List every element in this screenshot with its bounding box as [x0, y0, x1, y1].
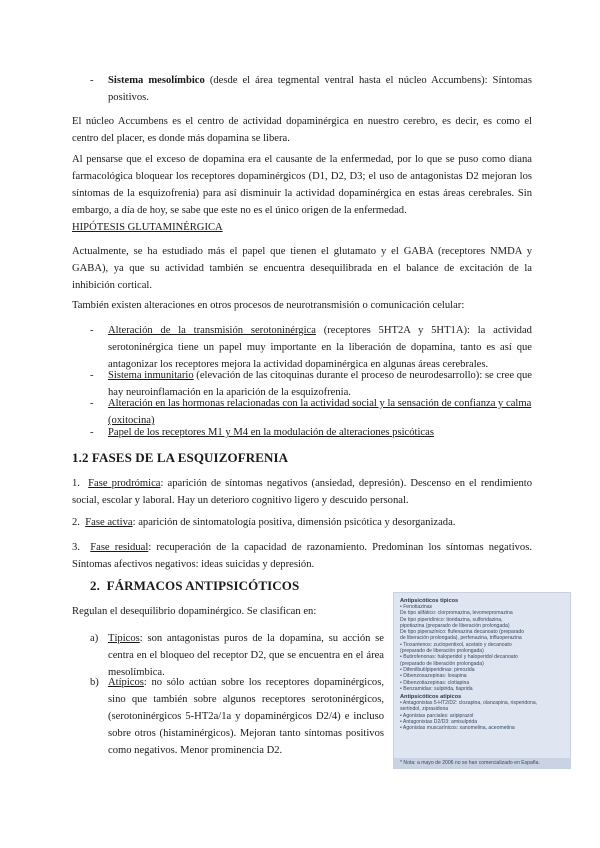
inset-atipicos-line: • Agonistas parciales: aripiprazol: [400, 712, 474, 719]
inset-footer-note: * Nota: a mayo de 2006 no se han comercializado en España.: [400, 760, 540, 766]
inset-tipicos-line: pipotiazina (preparado de liberación prolongada): [400, 622, 510, 629]
inset-tipicos-line: • Fenotiazinas: [400, 604, 433, 610]
paragraph-otros-procesos: También existen alteraciones en otros procesos de neurotransmisión o comunicación celular:: [72, 300, 465, 311]
heading-hipotesis-glutaminergica: HIPÓTESIS GLUTAMINÉRGICA: [72, 222, 223, 233]
bullet-dash: -: [90, 398, 94, 409]
inset-tipicos-line: De tipo piperidínico: tioridazina, sulforidazina,: [400, 616, 503, 623]
inset-tipicos-line: • Tioxantenos: zuclopentixol, acetato y decanoato: [400, 641, 512, 648]
bullet-mesolimbico: Sistema mesolímbico (desde el área tegmental ventral hasta el núcleo Accumbens): Síntomas positivos.: [108, 75, 532, 103]
inset-atipicos-line: sertindol, ziprasidona: [400, 706, 449, 713]
inset-tipicos-line: • Benzamidas: sulpirida, tiaprida: [400, 685, 473, 692]
paragraph-accumbens: El núcleo Accumbens es el centro de actividad dopaminérgica en nuestro cerebro, es decir, es como el centro del placer, es donde más dopamina se libera.: [72, 116, 532, 144]
bullet-dash: -: [90, 427, 94, 438]
inset-tipicos-line: de liberación prolongada), perfenazina, trifluoperazina: [400, 635, 522, 642]
bullet-sistema-inmunitario: Sistema inmunitario (elevación de las citoquinas durante el proceso de neurodesarrollo): se cree que hay neuroinflamación en la aparición de la esquizofrenia.: [108, 370, 533, 398]
inset-tipicos-line: • Difenilbutilpiperidinas: pimozida: [400, 666, 475, 673]
inset-atipicos-line: • Antagonistas D2/D3: amisulprida: [400, 719, 478, 726]
bullet-hormonas: Alteración en las hormonas relacionadas con la actividad social y la sensación de confianza y calma (oxitocina): [108, 398, 532, 426]
paragraph-regulan: Regulan el desequilibrio dopaminérgico. Se clasifican en:: [72, 606, 317, 617]
inset-tipicos-line: (preparado de liberación prolongada): [400, 660, 484, 667]
fase-prodromica: 1. Fase prodrómica: aparición de síntomas negativos (ansiedad, depresión). Descenso en el rendimiento social, escolar y laboral. Hay un deterioro cognitivo ligero y descuido personal.: [72, 478, 533, 506]
inset-atipicos-line: • Agonistas muscarínicos: xanomelina, aceometina: [400, 725, 515, 732]
bullet-receptores-m1-m4: Papel de los receptores M1 y M4 en la modulación de alteraciones psicóticas: [108, 427, 434, 438]
clase-tipicos: Típicos: son antagonistas puros de la dopamina, su acción se centra en el bloqueo del receptor D2, que se encuentra en el área mesolímbica.: [108, 633, 384, 678]
list-marker: b): [90, 677, 99, 688]
bullet-serotoninergica: Alteración de la transmisión serotoninérgica (receptores 5HT2A y 5HT1A): la actividad serotoninérgica tiene un papel muy importante en la liberación de dopamina, tanto es así que antagonizar los receptores mejora la actividad dopaminérgica en algunas áreas cerebrales.: [108, 325, 532, 370]
inset-tipicos-line: De tipo piperazínico: flufenazina decanoato (preparado: [400, 629, 525, 636]
inset-tipicos-line: • Dibenzotiazepinas: clotiapina: [400, 679, 470, 686]
clase-atipicos: Atípicos: no sólo actúan sobre los receptores dopaminérgicos, sino que también sobre algunos receptores serotoninérgicos, (serotoninérgicos 5-HT2a/1a y dopaminérgicos D2/4) e incluso sobre otros (histaminérgicos). Mejoran tanto síntomas positivos como negativos. Menor prominencia D2.: [108, 677, 384, 756]
section-heading-fases: 1.2 FASES DE LA ESQUIZOFRENIA: [72, 450, 289, 465]
inset-tipicos-line: (preparado de liberación prolongada): [400, 648, 484, 655]
inset-tipicos-line: • Butirofenonas: haloperidol y haloperidol decanoato: [400, 654, 518, 661]
inset-footer-bar: [394, 758, 570, 768]
antipsychotics-table-image: [393, 592, 571, 769]
inset-atipicos-line: • Antagonistas 5-HT2/D2: clozapina, olanzapina, risperidona,: [400, 700, 538, 707]
bullet-dash: -: [90, 75, 94, 86]
inset-tipicos-line: De tipo alifático: clorpromazina, levomepromazina: [400, 610, 513, 617]
inset-title-atipicos: Antipsicóticos atípicos: [400, 694, 462, 701]
inset-tipicos-line: • Dibenzoxazepinas: loxapina: [400, 673, 467, 680]
bullet-dash: -: [90, 370, 94, 381]
inset-title-tipicos: Antipsicóticos típicos: [400, 598, 459, 604]
section-heading-farmacos: 2. FÁRMACOS ANTIPSICÓTICOS: [90, 578, 300, 593]
bullet-dash: -: [90, 325, 94, 336]
paragraph-dopamina: Al pensarse que el exceso de dopamina era el causante de la enfermedad, por lo que se puso como diana farmacológica bloquear los receptores dopaminérgicos (D1, D2, D3; el uso de antagonistas D2 mejoran los síntomas de la esquizofrenia) para así disminuir la actividad dopaminérgica en estas áreas cerebrales. Sin embargo, a día de hoy, se sabe que este no es el único origen de la enfermedad.: [72, 154, 532, 216]
paragraph-glutamato: Actualmente, se ha estudiado más el papel que tienen el glutamato y el GABA (receptores NMDA y GABA), ya que su actividad también se encuentra desequilibrada en el balance de excitación de la inhibición cortical.: [72, 246, 532, 291]
fase-activa: 2. Fase activa: aparición de sintomatología positiva, dimensión psicótica y desorganizada.: [72, 517, 456, 528]
list-marker: a): [90, 633, 99, 644]
fase-residual: 3. Fase residual: recuperación de la capacidad de razonamiento. Predominan los síntomas negativos. Síntomas afectivos negativos: ideas suicidas y depresión.: [72, 542, 533, 570]
